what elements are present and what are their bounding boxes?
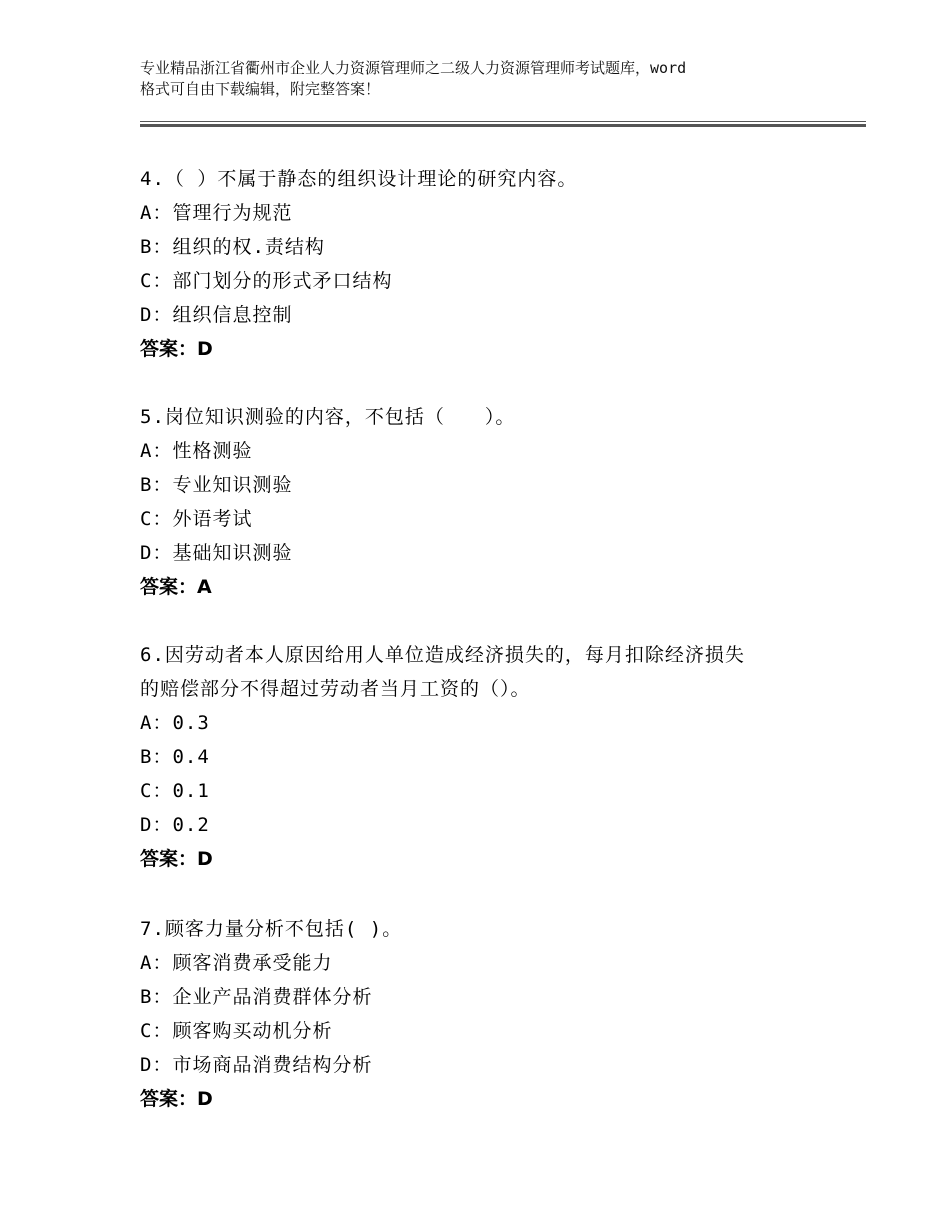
option-b: B：组织的权.责结构 xyxy=(140,236,325,258)
answer: 答案：D xyxy=(140,848,213,870)
question-stem: 5.岗位知识测验的内容，不包括（ ）。 xyxy=(140,406,516,428)
option-a: A：管理行为规范 xyxy=(140,202,293,224)
header-line-2: 格式可自由下载编辑，附完整答案！ xyxy=(140,80,381,98)
document-header xyxy=(140,58,830,100)
question-stem-line-1: 6.因劳动者本人原因给用人单位造成经济损失的，每月扣除经济损失 xyxy=(140,644,745,666)
header-line-1: 专业精品浙江省衢州市企业人力资源管理师之二级人力资源管理师考试题库，word xyxy=(140,59,687,77)
answer: 答案：D xyxy=(140,1088,213,1110)
answer: 答案：D xyxy=(140,338,213,360)
option-c: C：部门划分的形式矛口结构 xyxy=(140,270,393,292)
option-d: D：基础知识测验 xyxy=(140,542,293,564)
question-stem: 4.（ ）不属于静态的组织设计理论的研究内容。 xyxy=(140,168,578,190)
answer: 答案：A xyxy=(140,576,212,598)
question-4 xyxy=(140,162,830,366)
option-a: A：0.3 xyxy=(140,712,210,734)
header-divider-thin xyxy=(140,121,866,122)
question-5 xyxy=(140,400,830,604)
option-a: A：性格测验 xyxy=(140,440,253,462)
option-b: B：0.4 xyxy=(140,746,210,768)
header-divider-thick xyxy=(140,124,866,127)
option-d: D：0.2 xyxy=(140,814,210,836)
option-a: A：顾客消费承受能力 xyxy=(140,952,333,974)
question-stem-line-2: 的赔偿部分不得超过劳动者当月工资的（）。 xyxy=(140,678,531,700)
option-c: C：外语考试 xyxy=(140,508,253,530)
option-d: D：市场商品消费结构分析 xyxy=(140,1054,373,1076)
question-7 xyxy=(140,912,830,1116)
option-d: D：组织信息控制 xyxy=(140,304,293,326)
question-stem: 7.顾客力量分析不包括( )。 xyxy=(140,918,403,940)
option-b: B：专业知识测验 xyxy=(140,474,293,496)
option-c: C：0.1 xyxy=(140,780,210,802)
option-b: B：企业产品消费群体分析 xyxy=(140,986,373,1008)
option-c: C：顾客购买动机分析 xyxy=(140,1020,333,1042)
question-6 xyxy=(140,638,830,876)
